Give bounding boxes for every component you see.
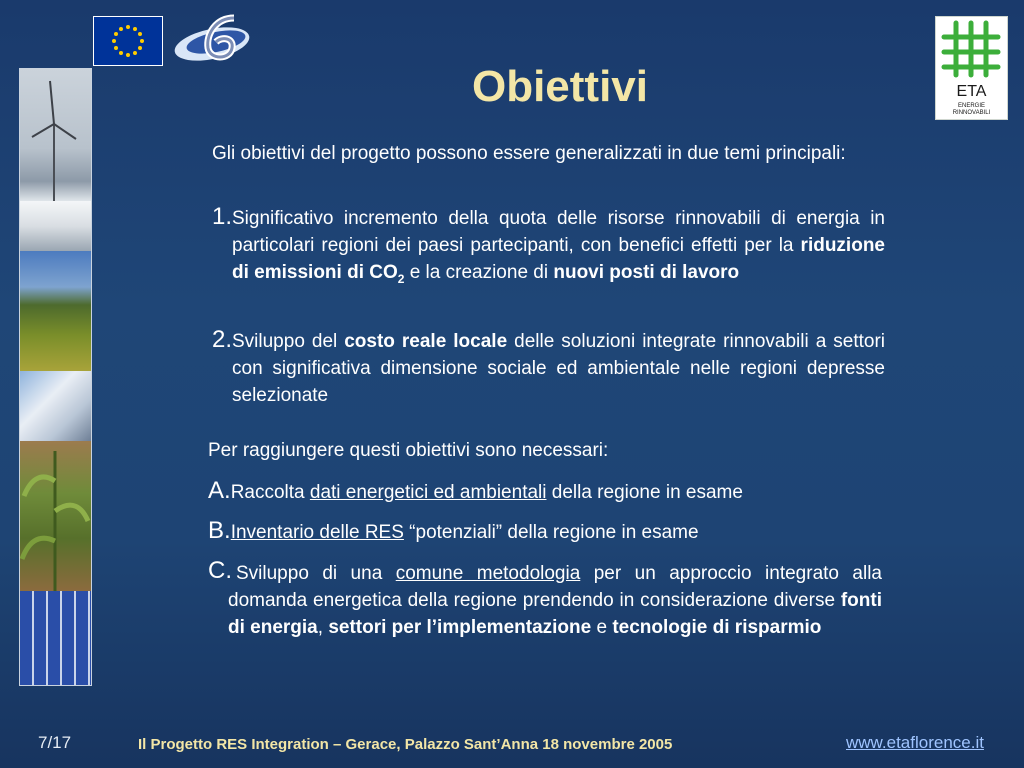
requirement-c-text-1: Sviluppo di una: [236, 563, 396, 584]
requirements-intro: [208, 437, 885, 464]
theme-1-bold-2: nuovi posti di lavoro: [553, 262, 740, 283]
requirement-b-letter: B.: [208, 517, 231, 544]
theme-1-bold-1: riduzione di emissioni di CO: [232, 235, 885, 283]
theme-1-text-1: Significativo incremento della quota delle risorse rinnovabili di energia in particolari regioni dei paesi partecipanti, con benefici effetti per la: [232, 208, 885, 256]
requirement-c-text-3: ,: [317, 617, 329, 638]
photo-strip: [19, 68, 92, 686]
requirement-c-text-4: e: [591, 617, 613, 638]
theme-1-text-2: e la creazione di: [404, 262, 554, 283]
requirement-a-underline: dati energetici ed ambientali: [309, 482, 547, 503]
solar-collector-photo: [20, 371, 91, 441]
intro-text: Gli obiettivi del progetto possono essere generalizzati in due temi principali:: [212, 143, 846, 164]
requirement-a-text-2: della regione in esame: [546, 482, 743, 503]
theme-1-number: 1.: [212, 203, 233, 230]
requirement-b-underline: Inventario delle RES: [230, 522, 404, 543]
theme-2: [212, 326, 885, 409]
requirement-c-underline: comune metodologia: [395, 563, 581, 584]
requirement-c-bold-1: fonti di energia: [228, 590, 882, 638]
slide-title: Obiettivi: [471, 62, 649, 111]
requirement-c-bold-3: tecnologie di risparmio: [612, 617, 822, 638]
requirement-a-letter: A.: [208, 477, 231, 504]
snow-photo: [20, 201, 91, 251]
theme-1: [212, 203, 885, 293]
requirement-a-text-1: Raccolta: [230, 482, 310, 503]
footer-caption: Il Progetto RES Integration – Gerace, Palazzo Sant’Anna 18 novembre 2005: [138, 736, 673, 753]
field-photo: [20, 251, 91, 371]
theme-1-subscript: 2: [397, 271, 405, 286]
eta-logo: [935, 16, 1008, 120]
requirement-b-text-2: “potenziali” della regione in esame: [403, 522, 699, 543]
theme-2-number: 2.: [212, 326, 233, 353]
theme-2-text-2: delle soluzioni integrate rinnovabili a settori con significativa dimensione sociale ed ambientale nelle regioni depresse selezionate: [232, 331, 885, 406]
eta-grid-icon: [936, 17, 1007, 81]
theme-2-text-1: Sviluppo del: [232, 331, 345, 352]
solar-panel-photo: [20, 591, 91, 686]
website-link[interactable]: www.etaflorence.it: [846, 733, 984, 752]
fp6-logo-icon: [172, 12, 262, 67]
intro-paragraph: [212, 140, 885, 167]
page-number: 7/17: [38, 733, 72, 752]
requirement-c-text-2: per un approccio integrato alla domanda energetica della regione prendendo in considerazione diverse: [228, 563, 883, 611]
eta-logo-name: ETA: [956, 83, 987, 100]
corn-plant-photo: [20, 441, 91, 591]
eta-subtitle-line2: RINNOVABILI: [952, 110, 991, 116]
eta-logo-subtitle: [936, 103, 1007, 117]
eta-subtitle-line1: ENERGIE: [957, 103, 985, 109]
requirement-c: [208, 557, 883, 641]
requirements-intro-text: Per raggiungere questi obiettivi sono necessari:: [208, 440, 609, 461]
requirement-b: [208, 517, 885, 546]
theme-2-bold-1: costo reale locale: [344, 331, 508, 352]
wind-turbine-photo: [20, 69, 91, 201]
eu-flag-icon: [93, 16, 163, 66]
requirement-c-letter: C.: [208, 557, 232, 584]
requirement-a: [208, 477, 885, 506]
requirement-c-bold-2: settori per l’implementazione: [328, 617, 592, 638]
